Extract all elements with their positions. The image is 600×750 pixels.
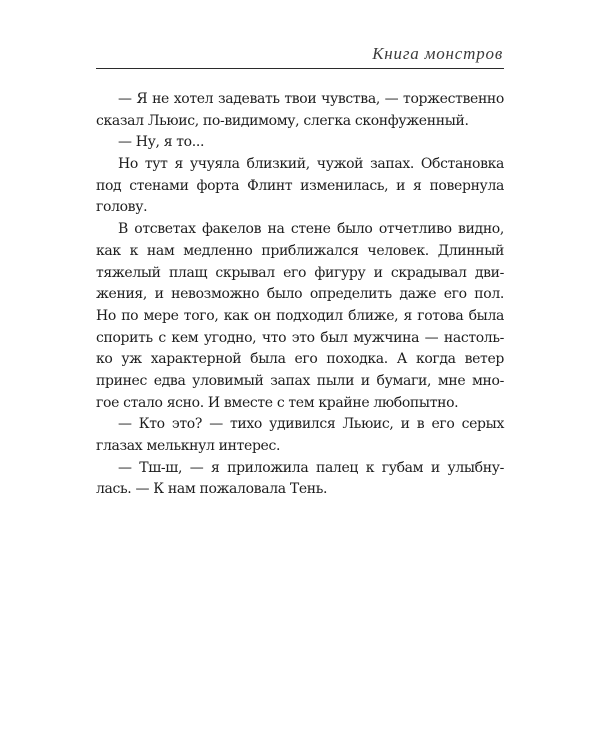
text-line: как к нам медленно приближался человек. Длинный xyxy=(96,242,504,259)
text-line: гое стало ясно. И вместе с тем крайне любопытно. xyxy=(96,394,459,411)
text-line: Но по мере того, как он подходил ближе, я готова была xyxy=(96,307,504,324)
paragraph xyxy=(96,219,504,414)
text-line: тяжелый плащ скрывал его фигуру и скрадывал дви- xyxy=(96,264,504,281)
header-rule xyxy=(96,68,504,69)
body-text xyxy=(96,89,504,501)
text-line: — Ну, я то... xyxy=(118,134,205,151)
text-line: лась. — К нам пожаловала Тень. xyxy=(96,481,328,498)
text-line: — Я не хотел задевать твои чувства, — торжественно xyxy=(118,91,504,107)
text-line: Но тут я учуяла близкий, чужой запах. Обстановка xyxy=(118,156,504,173)
paragraph xyxy=(96,414,504,457)
text-line: — Кто это? — тихо удивился Льюис, и в его серых xyxy=(118,416,504,433)
text-line: принес едва уловимый запах пыли и бумаги, мне мно- xyxy=(96,372,504,389)
text-line: голову. xyxy=(96,199,148,216)
text-line: сказал Льюис, по-видимому, слегка сконфуженный. xyxy=(96,112,469,129)
text-line: — Тш-ш, — я приложила палец к губам и улыбну- xyxy=(118,459,504,476)
text-line: спорить с кем угодно, что это был мужчина — настоль- xyxy=(96,329,504,346)
text-line: жения, и невозможно было определить даже его пол. xyxy=(96,286,504,303)
running-head: Книга монстров xyxy=(372,44,503,63)
paragraph xyxy=(96,458,504,501)
paragraph xyxy=(96,154,504,219)
text-line: В отсветах факелов на стене было отчетливо видно, xyxy=(118,221,504,238)
text-line: ко уж характерной была его походка. А когда ветер xyxy=(96,351,504,368)
paragraph xyxy=(96,132,504,154)
text-line: глазах мелькнул интерес. xyxy=(96,438,281,454)
text-line: под стенами форта Флинт изменилась, и я повернула xyxy=(96,177,504,194)
paragraph xyxy=(96,89,504,132)
